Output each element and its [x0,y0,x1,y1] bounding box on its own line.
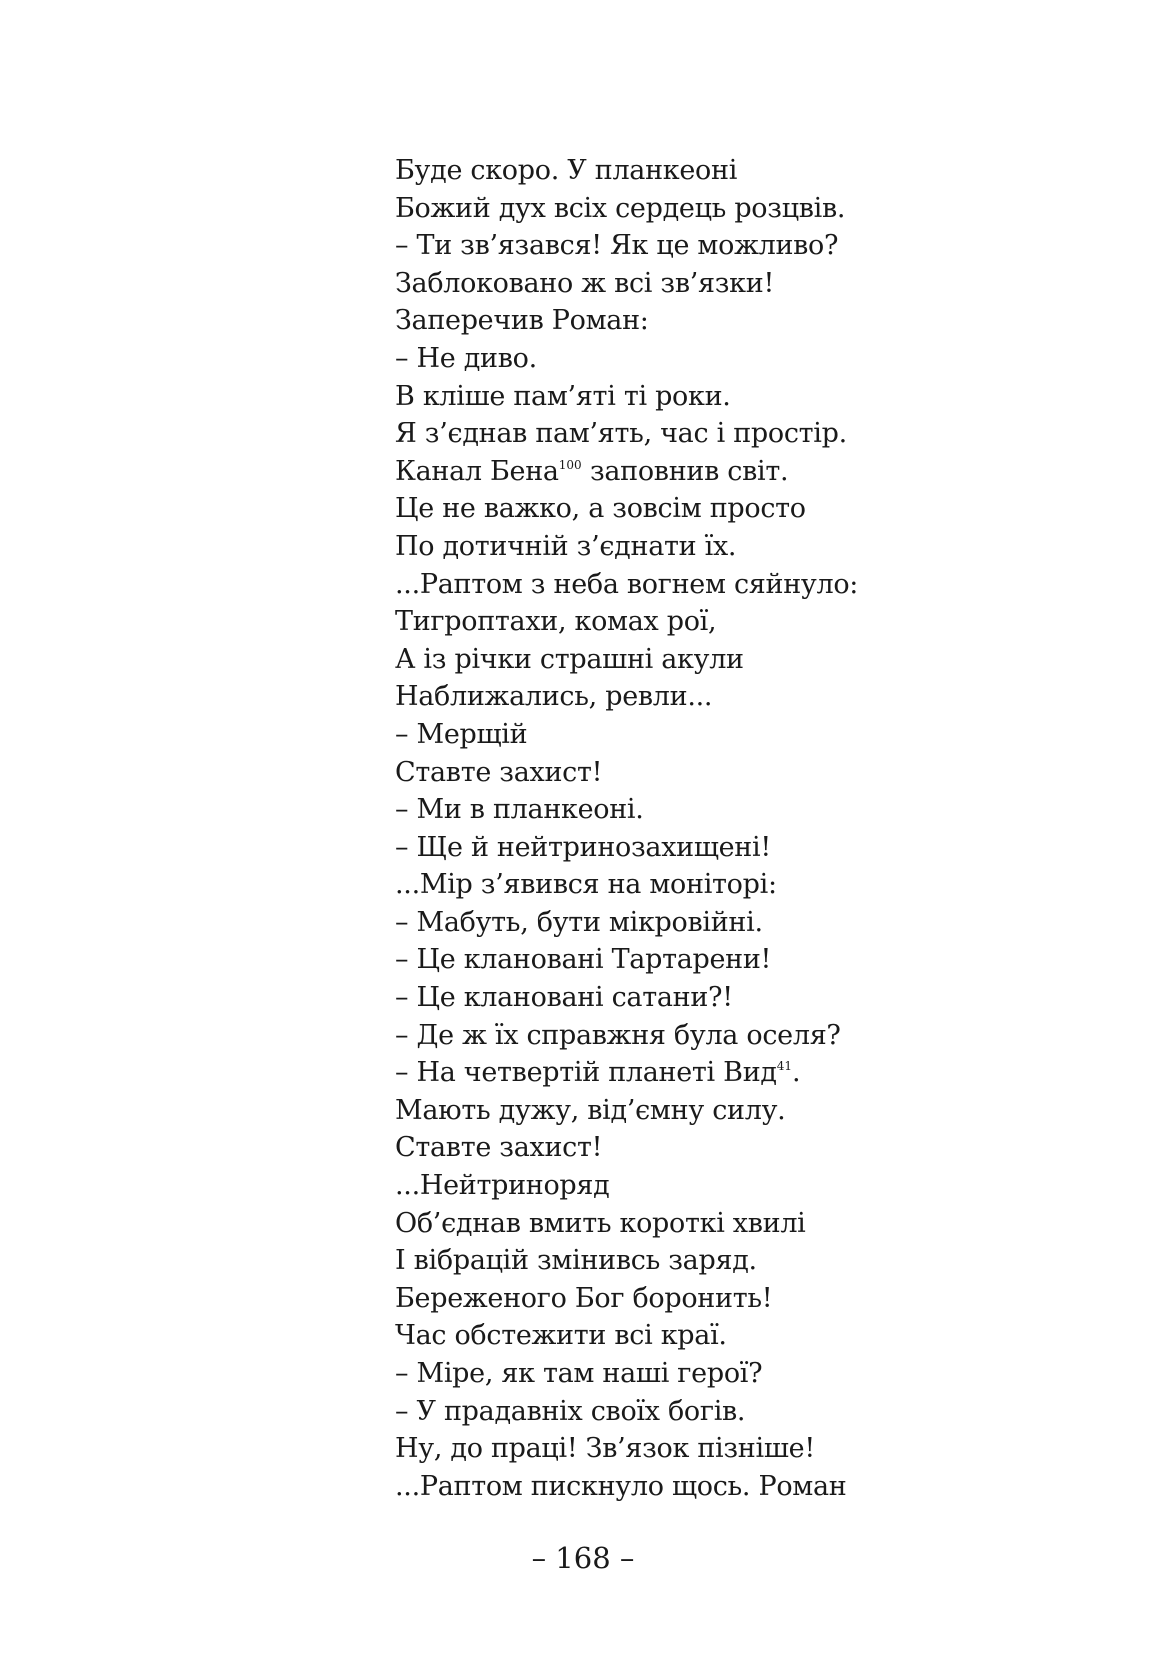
poem-line: – Мабуть, бути мікровійні. [395,906,763,938]
poem-line: Мають дужу, від’ємну силу. [395,1094,786,1126]
poem-line [395,453,955,491]
poem-line: – Ти зв’язався! Як це можливо? [395,230,839,262]
poem-line: Ставте захист! [395,756,603,788]
poem-line: ...Нейтриноряд [395,1170,610,1202]
footnote-marker[interactable]: 41 [776,1059,793,1074]
poem-text [395,152,955,1505]
poem-line: А із річки страшні акули [395,643,744,675]
poem-line: ...Раптом пискнуло щось. Роман [395,1470,847,1502]
poem-line-part: Канал Бена [395,455,559,487]
poem-line: Ставте захист! [395,1132,603,1164]
poem-line: Час обстежити всі краї. [395,1320,727,1352]
poem-line: Це не важко, а зовсім просто [395,493,806,525]
poem-line-part: заповнив світ. [589,455,789,487]
poem-line: ...Мір з’явився на моніторі: [395,869,777,901]
poem-line: – Це клановані Тартарени! [395,944,772,976]
poem-line-part: . [792,1057,801,1089]
poem-line: Я з’єднав пам’ять, час і простір. [395,418,847,450]
poem-line: – У прадавніх своїх богів. [395,1395,746,1427]
poem-line: – Не диво. [395,342,537,374]
poem-line: – Ми в планкеоні. [395,794,644,826]
poem-line: – Де ж їх справжня була оселя? [395,1019,841,1051]
poem-line: Об’єднав вмить короткі хвилі [395,1207,806,1239]
poem-line: Тигроптахи, комах рої, [395,606,717,638]
poem-line: Божий дух всіх сердець розцвів. [395,192,846,224]
poem-line: Ну, до праці! Зв’язок пізніше! [395,1433,815,1465]
poem-line: – Міре, як там наші герої? [395,1358,763,1389]
poem-line: – Це клановані сатани?! [395,982,733,1014]
poem-line: Наближались, ревли... [395,681,713,713]
poem-line-part: – На четвертій планеті Вид [395,1057,777,1089]
poem-line: Заблоковано ж всі зв’язки! [395,267,774,299]
poem-line: Буде скоро. У планкеоні [395,155,738,186]
poem-line: – Ще й нейтринозахищені! [395,831,771,863]
poem-line: ...Раптом з неба вогнем сяйнуло: [395,568,859,600]
page-number: – 168 – [531,1541,635,1575]
poem-line: – Мерщій [395,718,528,750]
poem-line: І вібрацій змінивсь заряд. [395,1245,757,1277]
footnote-marker[interactable]: 100 [558,457,582,472]
poem-line: По дотичній з’єднати їх. [395,530,737,562]
poem-line [395,1054,955,1092]
poem-line: В кліше пам’яті ті роки. [395,380,731,412]
poem-line: Береженого Бог боронить! [395,1282,773,1314]
poem-line: Заперечив Роман: [395,305,649,337]
